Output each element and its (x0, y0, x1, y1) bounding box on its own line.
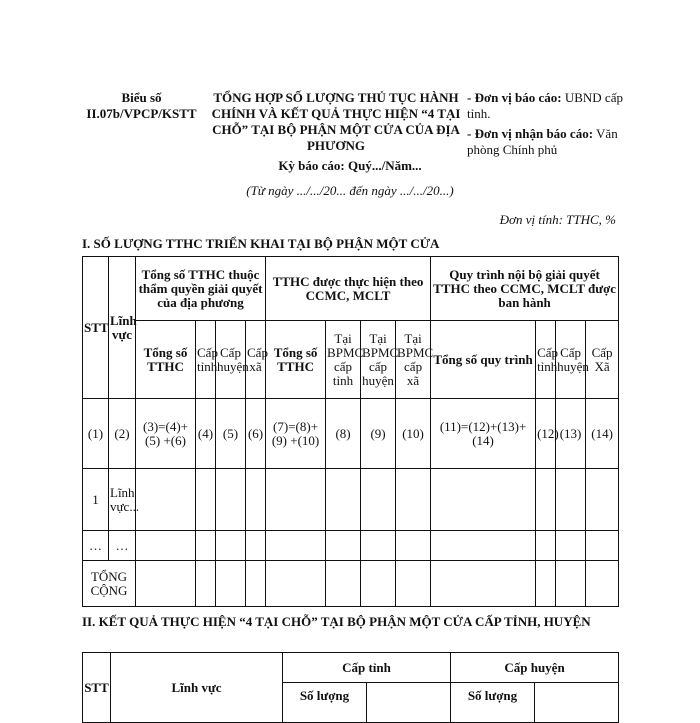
index-row (83, 399, 619, 469)
idx-8: (8) (326, 399, 361, 469)
receiving-unit (467, 126, 627, 158)
reporting-unit (467, 90, 627, 122)
total-row (83, 561, 619, 607)
section2-title: II. KẾT QUẢ THỰC HIỆN “4 TẠI CHỖ” TẠI BỘ PHẬN MỘT CỬA CẤP TỈNH, HUYỆN (82, 614, 591, 629)
g1-province: Cấp tỉnh (196, 321, 216, 399)
idx-5: (5) (216, 399, 246, 469)
group-internal-process: Quy trình nội bộ giải quyết TTHC theo CCMC, MCLT được ban hành (431, 257, 619, 321)
g2-district: Tại BPMC cấp huyện (361, 321, 396, 399)
province-count: Số lượng (283, 683, 367, 723)
idx-1: (1) (83, 399, 109, 469)
row-stt: … (83, 531, 109, 561)
idx-7: (7)=(8)+(9) +(10) (266, 399, 326, 469)
idx-4: (4) (196, 399, 216, 469)
idx-11: (11)=(12)+(13)+(14) (431, 399, 536, 469)
province-ratio (367, 683, 451, 723)
g3-province: Cấp tỉnh (536, 321, 556, 399)
header-row-groups (83, 653, 619, 683)
district-count: Số lượng (451, 683, 535, 723)
form-code: Biểu số II.07b/VPCP/KSTT (86, 90, 197, 121)
idx-9: (9) (361, 399, 396, 469)
idx-10: (10) (396, 399, 431, 469)
reporting-period: Kỳ báo cáo: Quý.../Năm... (278, 158, 422, 173)
g2-total: Tổng số TTHC (266, 321, 326, 399)
col-field: Lĩnh vực (109, 257, 136, 399)
group-total-tthc: Tổng số TTHC thuộc thẩm quyền giải quyết của địa phương (136, 257, 266, 321)
section1-title: I. SỐ LƯỢNG TTHC TRIỂN KHAI TẠI BỘ PHẬN MỘT CỬA (82, 236, 440, 251)
reporting-unit-value: UBND cấp tỉnh. (467, 90, 623, 121)
idx-6: (6) (246, 399, 266, 469)
group-district: Cấp huyện (451, 653, 619, 683)
document-title: TỔNG HỢP SỐ LƯỢNG THỦ TỤC HÀNH CHÍNH VÀ KẾT QUẢ THỰC HIỆN “4 TẠI CHỖ” TẠI BỘ PHẬN MỘT CỬA CỦA ĐỊA PHƯƠNG (211, 90, 461, 153)
idx-2: (2) (109, 399, 136, 469)
group-province: Cấp tỉnh (283, 653, 451, 683)
col-field: Lĩnh vực (111, 653, 283, 723)
row-field: Lĩnh vực... (109, 469, 136, 531)
district-ratio (535, 683, 619, 723)
tthc-count-table (82, 256, 619, 607)
four-on-site-table (82, 652, 619, 723)
group-ccmc-tthc: TTHC được thực hiện theo CCMC, MCLT (266, 257, 431, 321)
g1-total: Tổng số TTHC (136, 321, 196, 399)
receiving-unit-label: - Đơn vị nhận báo cáo: (467, 126, 594, 141)
g2-commune: Tại BPMC cấp xã (396, 321, 431, 399)
idx-3: (3)=(4)+(5) +(6) (136, 399, 196, 469)
col-stt: STT (83, 653, 111, 723)
header-row-groups (83, 257, 619, 321)
g1-district: Cấp huyện (216, 321, 246, 399)
row-field: … (109, 531, 136, 561)
unit-block (467, 90, 627, 158)
table-row (83, 469, 619, 531)
g3-commune: Cấp Xã (586, 321, 619, 399)
table-row (83, 531, 619, 561)
header-row-sub (83, 321, 619, 399)
g3-district: Cấp huyện (556, 321, 586, 399)
g1-commune: Cấp xã (246, 321, 266, 399)
unit-note: Đơn vị tính: TTHC, % (499, 212, 616, 227)
receiving-unit-value: Văn phòng Chính phủ (467, 126, 618, 157)
row-stt: 1 (83, 469, 109, 531)
col-stt: STT (83, 257, 109, 399)
g3-total: Tổng số quy trình (431, 321, 536, 399)
idx-12: (12) (536, 399, 556, 469)
reporting-unit-label: - Đơn vị báo cáo: (467, 90, 562, 105)
g2-province: Tại BPMC cấp tỉnh (326, 321, 361, 399)
date-range: (Từ ngày .../.../20... đến ngày .../.../20...) (246, 183, 454, 198)
total-label: TỔNG CỘNG (83, 561, 136, 607)
idx-14: (14) (586, 399, 619, 469)
idx-13: (13) (556, 399, 586, 469)
